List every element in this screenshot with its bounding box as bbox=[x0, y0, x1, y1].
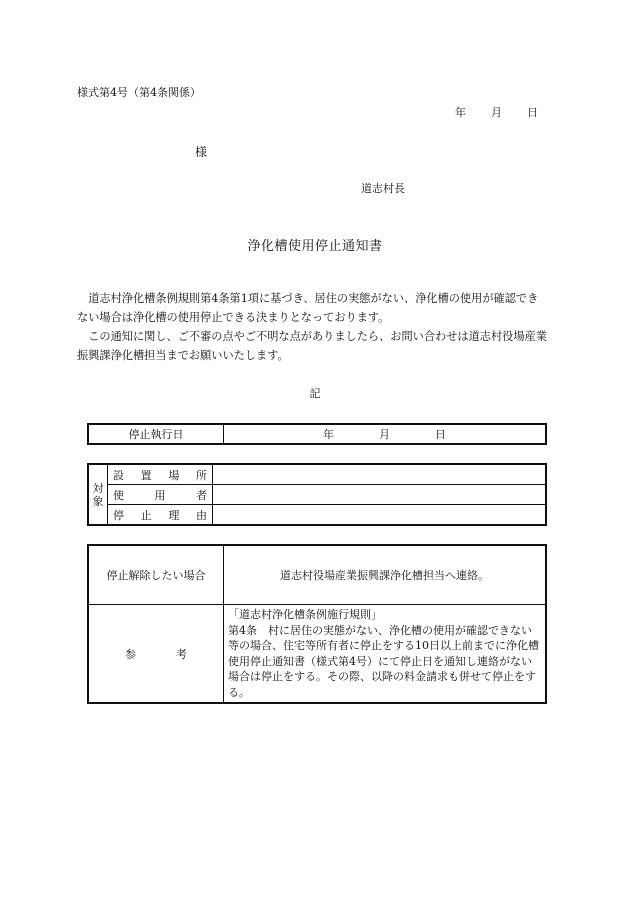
info-table bbox=[87, 544, 547, 704]
issue-date bbox=[455, 104, 538, 120]
date-month-label: 月 bbox=[491, 106, 502, 119]
exec-year-label: 年 bbox=[323, 428, 334, 441]
execution-date-label: 停止執行日 bbox=[88, 424, 224, 444]
user-value bbox=[213, 485, 547, 505]
date-day-label: 日 bbox=[527, 106, 538, 119]
release-label: 停止解除したい場合 bbox=[88, 545, 224, 605]
target-table bbox=[87, 463, 547, 526]
table-row bbox=[88, 505, 546, 526]
exec-month-label: 月 bbox=[379, 428, 390, 441]
reference-text bbox=[224, 605, 547, 704]
reason-value bbox=[213, 505, 547, 526]
body-paragraph-1: 道志村浄化槽条例規則第4条第1項に基づき、居住の実態がない、浄化槽の使用が確認できない場合は浄化槽の使用停止できる決まりとなっております。 bbox=[77, 292, 539, 324]
table-row bbox=[88, 485, 546, 505]
addressee-suffix: 様 bbox=[195, 145, 208, 159]
document-title: 浄化槽使用停止通知書 bbox=[247, 239, 383, 254]
location-label: 設 置 場 所 bbox=[108, 464, 213, 485]
release-value: 道志村役場産業振興課浄化槽担当へ連絡。 bbox=[224, 545, 547, 605]
ki-heading: 記 bbox=[309, 387, 321, 400]
date-year-label: 年 bbox=[455, 106, 466, 119]
reference-label: 参 考 bbox=[88, 605, 224, 704]
table-row bbox=[88, 464, 546, 485]
table-row bbox=[88, 605, 546, 704]
table-row bbox=[88, 545, 546, 605]
reason-label: 停 止 理 由 bbox=[108, 505, 213, 526]
execution-date-value bbox=[224, 424, 547, 444]
reference-line-2: 第4条 村に居住の実態がない、浄化槽の使用が確認できない等の場合、住宅等所有者に停止をする10日以上前までに浄化槽使用停止通知書（様式第4号）にて停止日を通知し連絡がない場合は停止をする。その際、以降の料金請求も併せて停止をする。 bbox=[228, 623, 539, 699]
sender-name: 道志村長 bbox=[361, 182, 405, 195]
body-paragraph-2: この通知に関し、ご不審の点やご不明な点がありましたら、お問い合わせは道志村役場産業振興課浄化槽担当までお願いいたします。 bbox=[77, 330, 547, 362]
body-text bbox=[77, 289, 549, 365]
form-number: 様式第4号（第4条関係） bbox=[77, 86, 201, 99]
location-value bbox=[213, 464, 547, 485]
exec-day-label: 日 bbox=[435, 428, 446, 441]
target-group-label: 対象 bbox=[88, 464, 108, 525]
execution-date-table bbox=[87, 423, 547, 445]
user-label: 使 用 者 bbox=[108, 485, 213, 505]
reference-line-1: 「道志村浄化槽条例施行規則」 bbox=[228, 608, 382, 621]
